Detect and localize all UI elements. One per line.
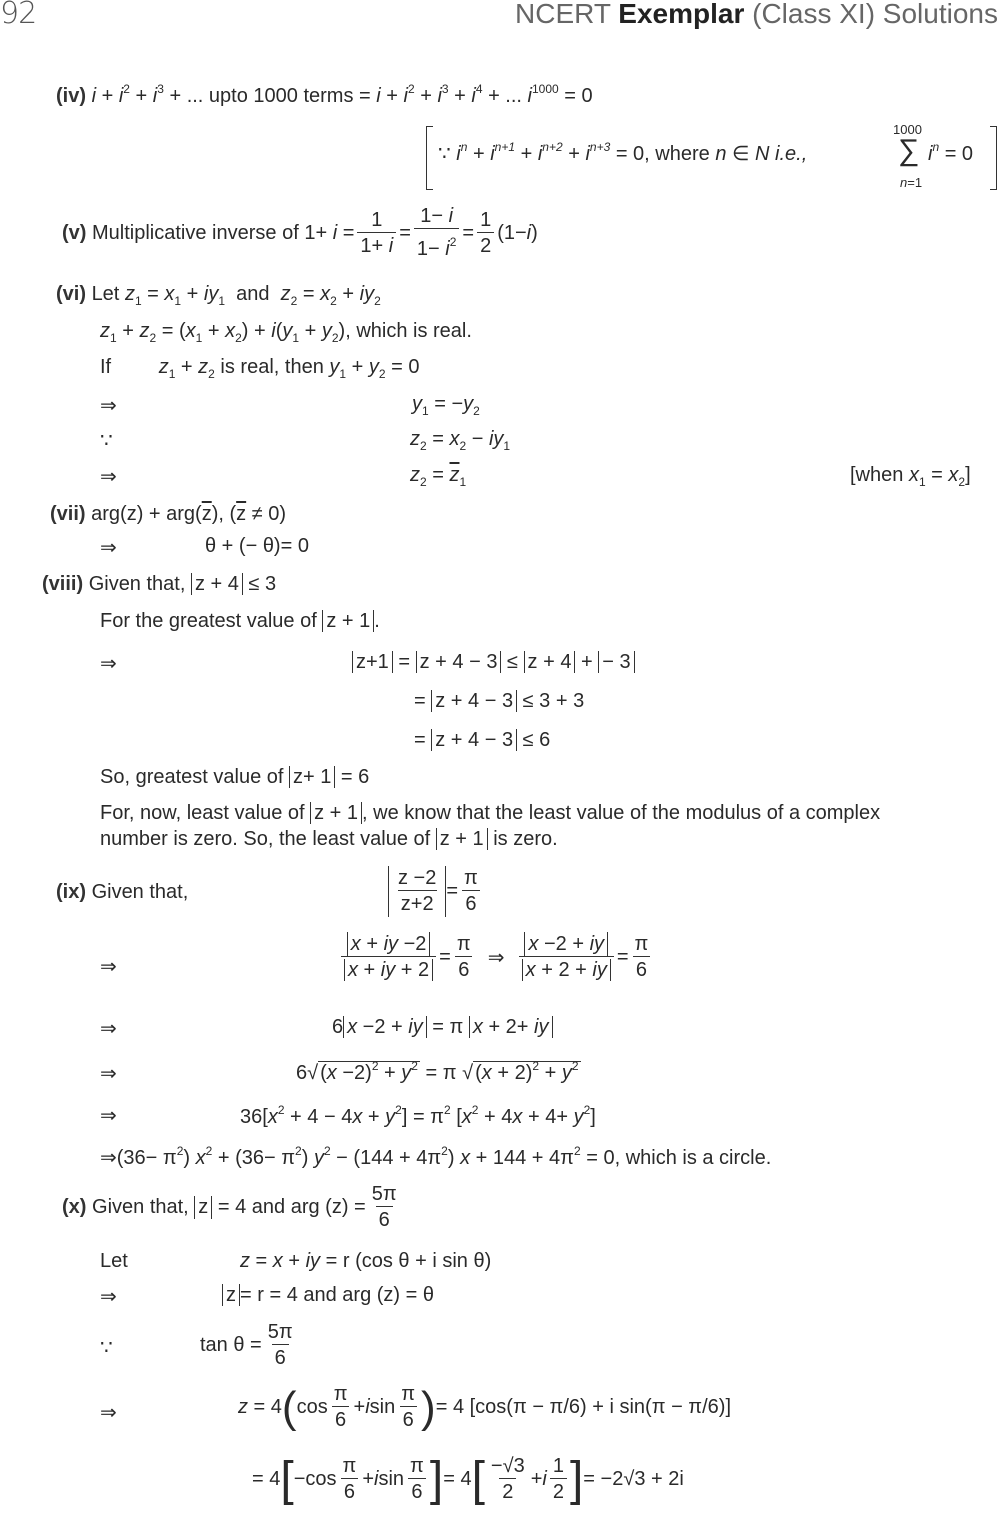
item-viii-line2: For the greatest value of z + 1 . — [100, 610, 380, 632]
bracket — [990, 126, 997, 190]
item-vi-condition: [when $x_1 = x_2$] — [850, 464, 971, 489]
item-viii-line1: (viii) Given that, z + 4 ≤ 3 — [42, 573, 277, 595]
text: = r (cos θ + i sin θ) — [325, 1250, 492, 1272]
item-x-line1: (x) Given that, z = 4 and arg (z) = $\frac{5\pi}{6}$ — [62, 1183, 397, 1231]
item-v: (v) Multiplicative inverse of 1+ i = $\frac{1}{1+ i}$ = $\frac{1- i}{1- i^2}$ = $\frac{1}{2}$ (1− i ) — [62, 205, 538, 260]
item-vi-line5: $z_2 = x_2 - iy_1$ — [410, 428, 511, 453]
text: = 0, where — [615, 143, 710, 165]
item-x-let: Let — [100, 1250, 128, 1272]
text: and — [236, 283, 270, 305]
header-bold: Exemplar — [618, 0, 745, 29]
sum-upper: 1000 — [893, 122, 922, 137]
item-viii-line8: number is zero. So, the least value of z + 1 is zero. — [100, 828, 558, 850]
item-x-line2: z = x + iy = r (cos θ + i sin θ) — [240, 1250, 492, 1272]
item-vi-line4: $y_1 = -y_2$ — [412, 393, 480, 418]
item-label: (v) — [62, 221, 87, 244]
running-header — [515, 0, 998, 30]
text: For, now, least value of — [100, 802, 305, 824]
item-ix-line3: 6 x −2 + iy = π x + 2+ iy — [332, 1016, 553, 1039]
text: So, greatest value of — [100, 766, 284, 788]
text: number is zero. So, the least value of — [100, 828, 431, 850]
item-x-line5: z = 4 ( cos $\frac{\pi}{6}$ + i sin $\frac{\pi}{6}$ ) = 4 [cos(π − π/6) + i sin(π − π/6)] — [238, 1382, 731, 1432]
text: , which is real. — [345, 320, 472, 342]
text: Multiplicative inverse of 1+ — [92, 221, 328, 244]
item-viii-line4: = z + 4 − 3 ≤ 3 + 3 — [414, 690, 585, 712]
item-ix-line2: $\frac{x + iy -2}{x + iy + 2}$ = $\frac{\pi}{6}$ ⇒ $\frac{x -2 + iy}{x + 2 + iy}$ = $\frac{\pi}{6}$ — [338, 932, 654, 983]
item-vii-line1: (vii) $arg(z) + arg(\overline{z})$, $(\overline{z} \ne 0)$ — [50, 503, 287, 525]
text: i.e., — [775, 143, 808, 165]
implies-icon: ⇒ — [100, 653, 117, 675]
header-suffix: (Class XI) Solutions — [752, 0, 998, 29]
implies-icon: ⇒ — [100, 466, 117, 488]
item-x-line6: = 4 [ −cos $\frac{\pi}{6}$ + i sin $\frac{\pi}{6}$ ] = 4 [ $\frac{-√3}{2}$ + i $\frac{1}{2}$ ] = −2√3 + 2i — [252, 1453, 684, 1506]
item-vi-line3: If $z_1 + z_2$ is real, then $y_1 + y_2 = 0$ — [100, 356, 420, 381]
item-ix-line1: $\frac{z -2}{z+2}$ = $\frac{\pi}{6}$ — [388, 866, 484, 917]
because-icon: ∵ — [100, 430, 113, 452]
item-viii-line3: z+1 = z + 4 − 3 ≤ z + 4 + − 3 — [352, 651, 635, 674]
item-vi-line1: (vi) Let $z_1 = x_1 + iy_1$ and $z_2 = x_2 + iy_2$ — [56, 283, 381, 308]
bracket — [426, 126, 433, 190]
item-label: (vi) — [56, 283, 86, 305]
sum-term: $i^n = 0$ — [928, 140, 974, 165]
text: Given that, — [91, 881, 189, 903]
text: = 4 and arg (z) = — [217, 1196, 366, 1218]
item-label: (viii) — [42, 573, 84, 595]
implies-icon: ⇒ — [100, 1018, 117, 1040]
text: ... upto 1000 terms — [186, 85, 354, 107]
item-x-line4: tan θ = $\frac{5\pi}{6}$ — [200, 1321, 293, 1369]
item-iv-line1: (iv) $i + i^2 + i^3$ + ... upto 1000 terms = $i + i^2 + i^3 + i^4$ + ... $i^{1000} = 0$ — [56, 82, 593, 107]
sum-lower: n=1 — [900, 175, 923, 190]
implies-icon: ⇒ — [100, 956, 117, 978]
text: , which is a circle. — [614, 1147, 772, 1169]
item-ix-line5: $36[x^2 + 4 - 4x + y^2] = \pi^2$ $[x^2 + 4x + 4+ y^2]$ — [240, 1103, 596, 1128]
item-label: (iv) — [56, 85, 86, 107]
implies-icon: ⇒ — [100, 395, 117, 417]
implies-icon: ⇒ — [100, 1063, 117, 1085]
text: If — [100, 356, 112, 378]
text: = 4 [cos(π − π/6) + i sin(π − π/6)] — [435, 1396, 731, 1418]
item-label: (vii) — [50, 503, 86, 525]
item-vi-line6: $z_2 = \overline{z}_1$ — [410, 464, 467, 489]
text: is real, then — [220, 356, 324, 378]
item-iv-line2: ∵ $i^n + i^{n+1} + i^{n+2} + i^{n+3} = 0$, where n ∈ N i.e., — [438, 140, 808, 165]
item-vii-line2: θ + (− θ)= 0 — [205, 535, 309, 557]
text: = r = 4 and arg (z) = θ — [240, 1284, 434, 1306]
item-ix-line6: ⇒(36− $\pi^2$) $x^2 + (36- \pi^2) y^2 - (144 + 4\pi^2) x + 144 + 4\pi^2 = 0$, which is a circle. — [100, 1144, 772, 1169]
header-prefix: NCERT — [515, 0, 611, 29]
item-viii-line6: So, greatest value of z+ 1 = 6 — [100, 766, 370, 788]
sum-sigma: ∑ — [898, 134, 920, 167]
item-vi-line2: $z_1 + z_2 = (x_1 + x_2) + i(y_1 + y_2)$, which is real. — [100, 320, 472, 345]
implies-icon: ⇒ — [100, 1105, 117, 1127]
text: Let — [91, 283, 120, 305]
item-ix-line4: 6√ $(x -2)^2 + y^2 = \pi$ √ $(x + 2)^2 + y^2$ — [296, 1059, 579, 1084]
implies-icon: ⇒ — [100, 1402, 117, 1424]
text: tan θ = — [200, 1334, 262, 1356]
item-label: (x) — [62, 1196, 87, 1218]
item-ix-label — [56, 881, 188, 904]
text: is zero. — [493, 828, 558, 850]
text: , we know that the least value of the modulus of a complex — [362, 802, 881, 824]
implies-icon: ⇒ — [100, 537, 117, 559]
text: [when — [850, 464, 904, 486]
text: Given that, — [92, 1196, 189, 1218]
item-viii-line7: For, now, least value of z + 1 , we know that the least value of the modulus of a complex — [100, 802, 881, 824]
text: arg(z) + arg( — [91, 503, 202, 525]
item-viii-line5: = z + 4 − 3 ≤ 6 — [414, 729, 551, 751]
text: = −2√3 + 2i — [583, 1468, 684, 1490]
text: For the greatest value of — [100, 610, 317, 632]
item-x-line3: z = r = 4 and arg (z) = θ — [222, 1284, 434, 1307]
because-icon: ∵ — [100, 1337, 113, 1359]
text: Given that, — [88, 573, 186, 595]
page-number: 92 — [0, 0, 37, 31]
item-label: (ix) — [56, 881, 86, 903]
implies-icon: ⇒ — [100, 1286, 117, 1308]
